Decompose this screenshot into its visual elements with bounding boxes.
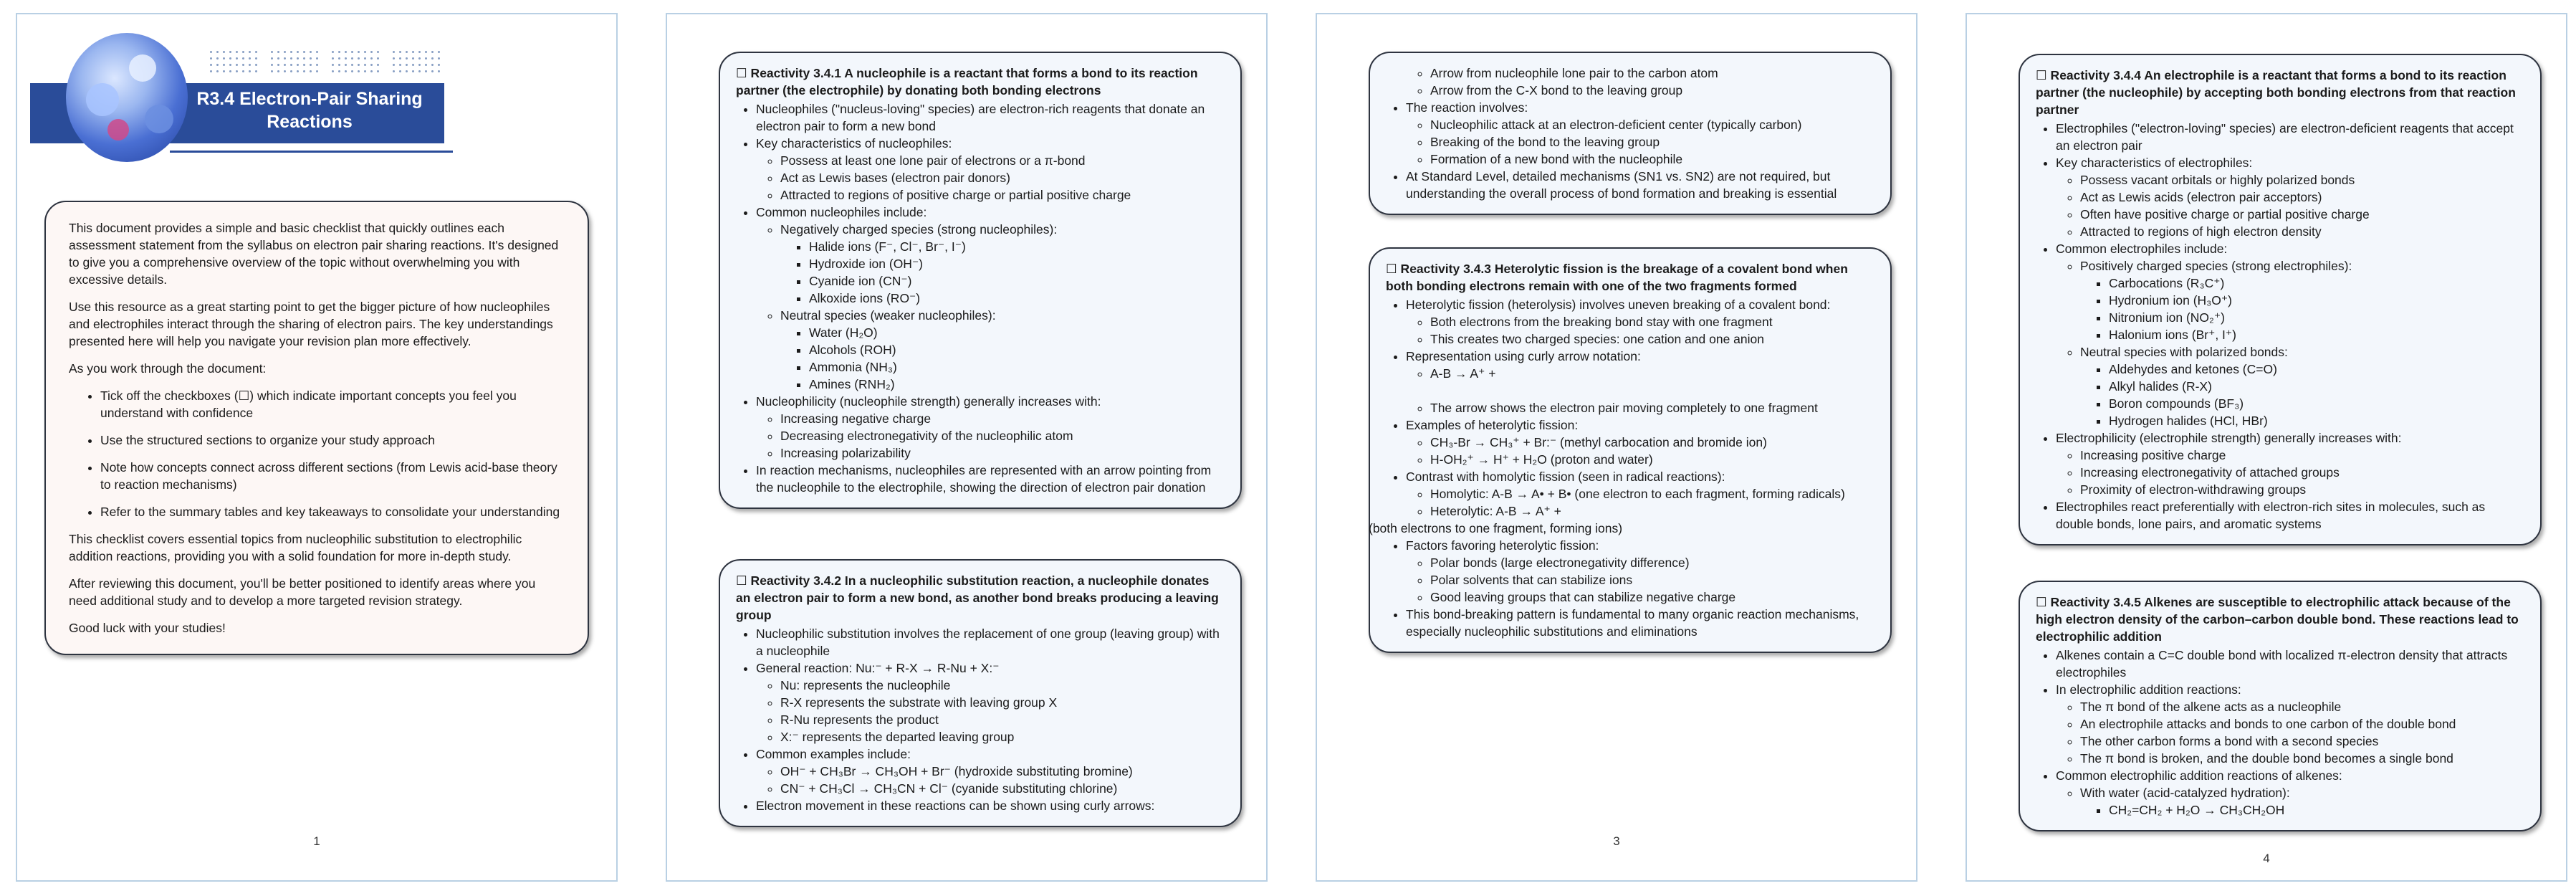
checklist-heading: ☐ Reactivity 3.4.3 Heterolytic fission is the breakage of a covalent bond when both bonding electrons remain with one of the two fragments formed [1386, 262, 1848, 293]
list-item: ▪ Cyanide ion (CN⁻) [809, 272, 1223, 290]
intro-bullet: • Tick off the checkboxes (☐) which indicate important concepts you feel you understand with confidence [100, 387, 565, 421]
list-item: ▪ Nitronium ion (NO₂⁺) [2109, 309, 2523, 326]
intro-bullet-list [69, 387, 565, 520]
checklist-card-3-4-3 [1369, 247, 1892, 653]
list-item: Positively charged species (strong electrophiles): [2080, 259, 2352, 273]
list-item: ◦ CN⁻ + CH₃Cl → CH₃CN + Cl⁻ (cyanide substituting chlorine) [780, 780, 1223, 797]
list-item: ◦ OH⁻ + CH₃Br → CH₃OH + Br⁻ (hydroxide substituting bromine) [780, 763, 1223, 780]
list-item: ◦ R-Nu represents the product [780, 711, 1223, 728]
list-item: ◦ Often have positive charge or partial positive charge [2080, 206, 2523, 223]
page-3 [1316, 13, 1917, 882]
checklist-card-3-4-4 [2019, 54, 2542, 545]
list-item: ◦ Nu: represents the nucleophile [780, 677, 1223, 694]
list-item: ◦ Homolytic: A-B → A• + B• (one electron to each fragment, forming radicals) [1430, 485, 1873, 502]
list-item: ◦ An electrophile attacks and bonds to one carbon of the double bond [2080, 715, 2523, 733]
list-item: ▪ Hydrogen halides (HCl, HBr) [2109, 412, 2523, 429]
list-item: ◦ The other carbon forms a bond with a second species [2080, 733, 2523, 750]
list-item: ▪ Hydroxide ion (OH⁻) [809, 255, 1223, 272]
list-item: Negatively charged species (strong nucleophiles): [780, 222, 1058, 237]
checklist-card-continued [1369, 52, 1892, 215]
list-item: Examples of heterolytic fission: [1406, 418, 1579, 432]
list-item: • Nucleophiles ("nucleus-loving" species) are electron-rich reagents that donate an electron pair to form a new bond [756, 100, 1223, 135]
list-item: • Electrophiles react preferentially with electron-rich sites in molecules, such as double bonds, lone pairs, and aromatic systems [2056, 498, 2523, 533]
decorative-dots [208, 49, 259, 73]
list-item: ◦ CH₃-Br → CH₃⁺ + Br:⁻ (methyl carbocation and bromide ion) [1430, 434, 1873, 451]
list-item: ▪ Boron compounds (BF₃) [2109, 395, 2523, 412]
checklist-heading: ☐ Reactivity 3.4.4 An electrophile is a reactant that forms a bond to its reaction partner (the nucleophile) by accepting both bonding electrons from that reaction partner [2036, 68, 2516, 117]
list-item: ◦ Increasing electronegativity of attached groups [2080, 464, 2523, 481]
list-item: ▪ Alkyl halides (R-X) [2109, 378, 2523, 395]
intro-card [44, 201, 589, 655]
list-item: ◦ Attracted to regions of positive charge or partial positive charge [780, 186, 1223, 204]
list-item: ◦ The π bond of the alkene acts as a nucleophile [2080, 698, 2523, 715]
intro-paragraph: After reviewing this document, you'll be better positioned to identify areas where you need additional study and to develop a more targeted revision strategy. [69, 576, 536, 608]
list-item: ◦ Decreasing electronegativity of the nucleophilic atom [780, 427, 1223, 444]
list-item: ▪ CH₂=CH₂ + H₂O → CH₃CH₂OH [2109, 801, 2523, 819]
list-item: • At Standard Level, detailed mechanisms (SN1 vs. SN2) are not required, but understanding the overall process of bond formation and breaking is essential [1406, 168, 1873, 202]
list-item: Contrast with homolytic fission (seen in radical reactions): [1406, 470, 1725, 484]
list-item: ◦ Increasing positive charge [2080, 447, 2523, 464]
list-item: ◦ This creates two charged species: one cation and one anion [1430, 330, 1873, 348]
list-item: Key characteristics of nucleophiles: [756, 136, 952, 151]
continuation-text: (both electrons to one fragment, forming ions) [1369, 521, 1623, 535]
list-item: • Electron movement in these reactions can be shown using curly arrows: [756, 797, 1223, 814]
list-item: • This bond-breaking pattern is fundamental to many organic reaction mechanisms, especially nucleophilic substitutions and eliminations [1406, 606, 1873, 640]
list-item: ◦ The π bond is broken, and the double bond becomes a single bond [2080, 750, 2523, 767]
list-item: ◦ Polar solvents that can stabilize ions [1430, 571, 1873, 588]
intro-bullet: • Use the structured sections to organize your study approach [100, 432, 565, 449]
intro-bullet: • Refer to the summary tables and key takeaways to consolidate your understanding [100, 503, 565, 520]
checklist-card-3-4-1 [719, 52, 1242, 509]
list-item: ◦ Act as Lewis bases (electron pair donors) [780, 169, 1223, 186]
list-item: Nucleophilicity (nucleophile strength) generally increases with: [756, 394, 1101, 409]
intro-paragraph: Use this resource as a great starting point to get the bigger picture of how nucleophiles and electrophiles interact through the sharing of electron pairs. The key understandings presented here will help you navigate your revision plan more effectively. [69, 300, 553, 348]
intro-paragraph: This document provides a simple and basic checklist that quickly outlines each assessment statement from the syllabus on electron pair sharing reactions. It's designed to give you a comprehensive overview of the topic without overwhelming you with excessive details. [69, 221, 559, 287]
list-item: ◦ Attracted to regions of high electron density [2080, 223, 2523, 240]
chemistry-lab-image [66, 33, 188, 162]
list-item: ◦ Increasing polarizability [780, 444, 1223, 462]
list-item: ◦ A-B → A⁺ + [1430, 365, 1873, 382]
intro-bullet: • Note how concepts connect across different sections (from Lewis acid-base theory to reaction mechanisms) [100, 459, 565, 493]
page-2 [666, 13, 1268, 882]
list-item: In electrophilic addition reactions: [2056, 682, 2241, 697]
list-item: Common examples include: [756, 747, 911, 761]
checklist-card-3-4-2 [719, 559, 1242, 827]
list-item: ▪ Carbocations (R₃C⁺) [2109, 275, 2523, 292]
list-item: ◦ Heterolytic: A-B → A⁺ + [1430, 502, 1873, 520]
checklist-card-3-4-5 [2019, 581, 2542, 831]
document-header [23, 29, 482, 176]
list-item: ▪ Ammonia (NH₃) [809, 358, 1223, 376]
list-item: ◦ The arrow shows the electron pair moving completely to one fragment [1430, 399, 1873, 416]
list-item: ▪ Halide ions (F⁻, Cl⁻, Br⁻, I⁻) [809, 238, 1223, 255]
list-item: Common electrophiles include: [2056, 242, 2228, 256]
list-item: ◦ Good leaving groups that can stabilize negative charge [1430, 588, 1873, 606]
list-item: Common electrophilic addition reactions of alkenes: [2056, 768, 2342, 783]
decorative-dots [330, 49, 381, 73]
list-item: Neutral species with polarized bonds: [2080, 345, 2288, 359]
title-underline [170, 151, 453, 153]
list-item: ▪ Hydronium ion (H₃O⁺) [2109, 292, 2523, 309]
list-item: ▪ Water (H₂O) [809, 324, 1223, 341]
list-item: ◦ Act as Lewis acids (electron pair acceptors) [2080, 189, 2523, 206]
list-item: ◦ Polar bonds (large electronegativity difference) [1430, 554, 1873, 571]
intro-paragraph: As you work through the document: [69, 361, 267, 376]
page-number: 4 [2263, 852, 2270, 865]
list-item: ◦ Possess at least one lone pair of electrons or a π-bond [780, 152, 1223, 169]
checklist-heading: ☐ Reactivity 3.4.2 In a nucleophilic substitution reaction, a nucleophile donates an electron pair to form a new bond, as another bond breaks producing a leaving group [736, 573, 1219, 622]
page-4 [1965, 13, 2567, 882]
list-item: General reaction: Nu:⁻ + R-X → R-Nu + X:⁻ [756, 661, 1000, 675]
list-item: ◦ Proximity of electron-withdrawing groups [2080, 481, 2523, 498]
list-item: The reaction involves: [1406, 100, 1528, 115]
list-item: ◦ Arrow from nucleophile lone pair to the carbon atom [1430, 65, 1873, 82]
list-item: ◦ Possess vacant orbitals or highly polarized bonds [2080, 171, 2523, 189]
list-item: Heterolytic fission (heterolysis) involves uneven breaking of a covalent bond: [1406, 297, 1831, 312]
decorative-dots [269, 49, 320, 73]
list-item: ▪ Amines (RNH₂) [809, 376, 1223, 393]
list-item: • In reaction mechanisms, nucleophiles are represented with an arrow pointing from the nucleophile to the electrophile, showing the direction of electron pair donation [756, 462, 1223, 496]
list-item: ◦ Nucleophilic attack at an electron-deficient center (typically carbon) [1430, 116, 1873, 133]
list-item: ▪ Halonium ions (Br⁺, I⁺) [2109, 326, 2523, 343]
list-item: • Electrophiles ("electron-loving" species) are electron-deficient reagents that accept an electron pair [2056, 120, 2523, 154]
page-1 [16, 13, 618, 882]
list-item: With water (acid-catalyzed hydration): [2080, 786, 2290, 800]
page-number: 1 [313, 834, 320, 848]
checklist-heading: ☐ Reactivity 3.4.5 Alkenes are susceptible to electrophilic attack because of the high electron density of the carbon–carbon double bond. These reactions lead to electrophilic addition [2036, 595, 2519, 644]
list-item: ◦ Arrow from the C-X bond to the leaving group [1430, 82, 1873, 99]
intro-paragraph: Good luck with your studies! [69, 621, 226, 635]
list-item: ▪ Alkoxide ions (RO⁻) [809, 290, 1223, 307]
list-item: ▪ Aldehydes and ketones (C=O) [2109, 361, 2523, 378]
list-item: ▪ Alcohols (ROH) [809, 341, 1223, 358]
list-item: Neutral species (weaker nucleophiles): [780, 308, 996, 323]
list-item: Representation using curly arrow notation: [1406, 349, 1641, 363]
checklist-heading: ☐ Reactivity 3.4.1 A nucleophile is a reactant that forms a bond to its reaction partner (the electrophile) by donating both bonding electrons [736, 66, 1198, 97]
list-item: • Nucleophilic substitution involves the replacement of one group (leaving group) with a nucleophile [756, 625, 1223, 659]
list-item: ◦ R-X represents the substrate with leaving group X [780, 694, 1223, 711]
list-item: Common nucleophiles include: [756, 205, 927, 219]
list-item: ◦ Breaking of the bond to the leaving group [1430, 133, 1873, 151]
list-item: ◦ Increasing negative charge [780, 410, 1223, 427]
page-number: 3 [1613, 834, 1620, 848]
list-item: Factors favoring heterolytic fission: [1406, 538, 1599, 553]
list-item: • Alkenes contain a C=C double bond with localized π-electron density that attracts electrophiles [2056, 647, 2523, 681]
list-item: ◦ H-OH₂⁺ → H⁺ + H₂O (proton and water) [1430, 451, 1873, 468]
list-item: Key characteristics of electrophiles: [2056, 156, 2253, 170]
decorative-dots [391, 49, 442, 73]
intro-paragraph: This checklist covers essential topics from nucleophilic substitution to electrophilic addition reactions, providing you with a solid foundation for more in-depth study. [69, 532, 522, 563]
list-item: ◦ X:⁻ represents the departed leaving group [780, 728, 1223, 745]
list-item: Electrophilicity (electrophile strength) generally increases with: [2056, 431, 2402, 445]
document-title: R3.4 Electron-Pair Sharing Reactions [196, 89, 423, 132]
list-item: ◦ Formation of a new bond with the nucleophile [1430, 151, 1873, 168]
list-item: ◦ Both electrons from the breaking bond stay with one fragment [1430, 313, 1873, 330]
